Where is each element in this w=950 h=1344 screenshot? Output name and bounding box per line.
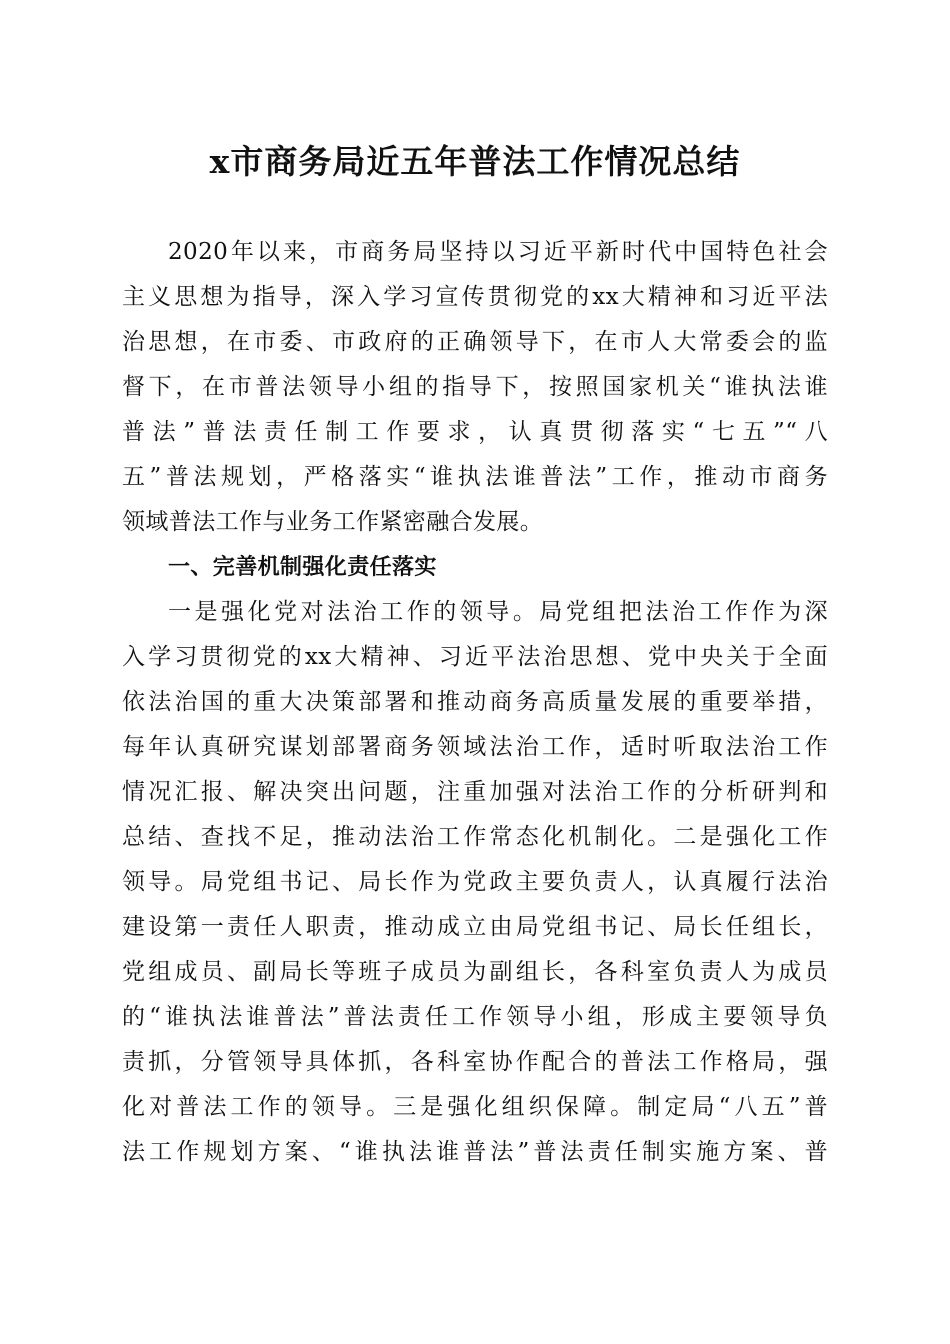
paragraph-line: 党组成员、副局长等班子成员为副组长，各科室负责人为成员	[122, 959, 828, 985]
document-body	[122, 230, 828, 1175]
paragraph-line: 领域普法工作与业务工作紧密融合发展。	[122, 509, 544, 535]
paragraph-line: 法工作规划方案、“谁执法谁普法”普法责任制实施方案、普	[122, 1139, 828, 1165]
paragraph-line: 五”普法规划，严格落实“谁执法谁普法”工作，推动市商务	[122, 464, 828, 490]
paragraph-line: 建设第一责任人职责，推动成立由局党组书记、局长任组长，	[122, 914, 828, 940]
paragraph-line: 情况汇报、解决突出问题，注重加强对法治工作的分析研判和	[122, 779, 828, 805]
paragraph-line: 普法”普法责任制工作要求，认真贯彻落实“七五”“八	[122, 419, 828, 445]
paragraph-line: 总结、查找不足，推动法治工作常态化机制化。二是强化工作	[122, 824, 828, 850]
paragraph-intro	[122, 230, 828, 545]
paragraph-line: 每年认真研究谋划部署商务领域法治工作，适时听取法治工作	[122, 734, 828, 760]
paragraph-line: 入学习贯彻党的xx大精神、习近平法治思想、党中央关于全面	[122, 644, 828, 670]
paragraph-line: 主义思想为指导，深入学习宣传贯彻党的xx大精神和习近平法	[122, 284, 828, 310]
section-heading: 一、完善机制强化责任落实	[168, 555, 437, 580]
paragraph-line: 2020年以来，市商务局坚持以习近平新时代中国特色社会	[168, 239, 828, 265]
paragraph-line: 领导。局党组书记、局长作为党政主要负责人，认真履行法治	[122, 869, 828, 895]
paragraph-line: 责抓，分管领导具体抓，各科室协作配合的普法工作格局，强	[122, 1049, 828, 1075]
paragraph-line: 一是强化党对法治工作的领导。局党组把法治工作作为深	[168, 599, 828, 625]
paragraph-line: 督下，在市普法领导小组的指导下，按照国家机关“谁执法谁	[122, 374, 828, 400]
paragraph-section1	[122, 590, 828, 1175]
paragraph-line: 治思想，在市委、市政府的正确领导下，在市人大常委会的监	[122, 329, 828, 355]
paragraph-line: 的“谁执法谁普法”普法责任工作领导小组，形成主要领导负	[122, 1004, 828, 1030]
paragraph-line: 依法治国的重大决策部署和推动商务高质量发展的重要举措，	[122, 689, 828, 715]
paragraph-line: 化对普法工作的领导。三是强化组织保障。制定局“八五”普	[122, 1094, 828, 1120]
document-title: x市商务局近五年普法工作情况总结	[209, 142, 741, 181]
